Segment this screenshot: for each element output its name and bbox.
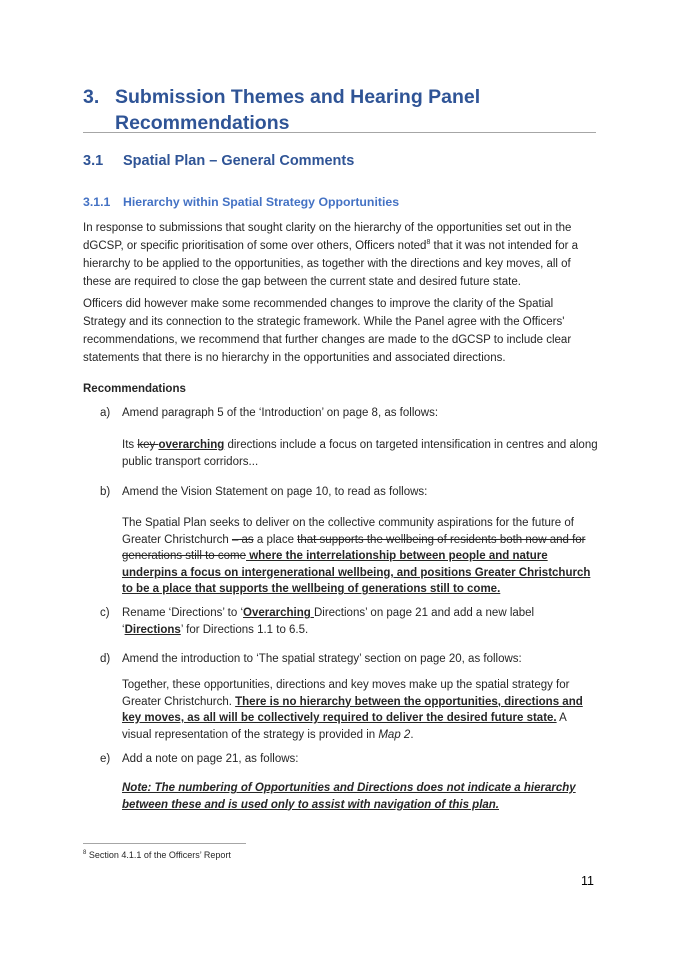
amendment-text-a: Its key overarching directions include a focus on targeted intensification in centres and along public transport corridors... xyxy=(122,439,598,468)
inserted-text: Overarching xyxy=(243,607,314,619)
page-number: 11 xyxy=(581,874,594,888)
deleted-text: key xyxy=(137,439,159,451)
item-label: a) xyxy=(100,407,111,419)
item-label: b) xyxy=(100,486,111,498)
item-text: Amend paragraph 5 of the ‘Introduction’ on page 8, as follows: xyxy=(122,407,439,419)
inserted-text: where the interrelationship between people and nature underpins a focus on intergenerational wellbeing, and positions Greater Christchurch to be a place that supports the wellbeing of generations still to come. xyxy=(122,550,591,595)
paragraph-2: Officers did however make some recommended changes to improve the clarity of the Spatial Strategy and its connection to the strategic framework. While the Panel agree with the Officers' recommendations, we recommend that further changes are made to the dGCSP to include clear statements that there is no hierarchy in the opportunities and associated directions. xyxy=(83,298,572,364)
recommendation-item-b xyxy=(100,484,598,501)
amendment-text-d: Together, these opportunities, directions and key moves make up the spatial strategy for Greater Christchurch. There is no hierarchy between the opportunities, directions and key moves, as all will be collectively required to deliver the desired future state. A visual representation of the strategy is provided in Map 2. xyxy=(122,679,583,741)
footnote-ref[interactable]: 8 xyxy=(426,239,431,247)
item-text: Amend the introduction to ‘The spatial strategy’ section on page 20, as follows: xyxy=(122,653,522,665)
deleted-text: – as xyxy=(231,533,254,546)
subsection-number: 3.1 xyxy=(83,153,104,169)
footnote: $^8$ Section 4.1.1 of the Officers’ Report xyxy=(83,850,231,860)
heading-divider xyxy=(83,132,596,133)
recommendation-item-a xyxy=(100,405,598,422)
recommendation-item-c xyxy=(100,605,598,639)
inserted-note: Note: The numbering of Opportunities and Directions does not indicate a hierarchy between these and is used only to assist with navigation of this plan. xyxy=(122,782,576,811)
recommendation-item-e xyxy=(100,751,598,768)
subsubsection-heading xyxy=(83,195,399,209)
recommendation-item-d xyxy=(100,651,598,668)
item-label: c) xyxy=(100,607,110,619)
inserted-text: Directions xyxy=(124,624,181,636)
subsection-title: Spatial Plan – General Comments xyxy=(123,153,355,169)
subsubsection-number: 3.1.1 xyxy=(83,195,111,209)
item-label: e) xyxy=(100,753,111,765)
paragraph-1: In response to submissions that sought clarity on the hierarchy of the opportunities set out in the dGCSP, or specific prioritisation of some over others, Officers noted$^8$ that it was not intended for a hierarchy to be applied to the opportunities, as together with the directions and key moves, all of these are required to close the gap between the current state and desired future state. xyxy=(83,222,579,288)
section-title: Submission Themes and Hearing Panel Recommendations xyxy=(115,86,481,134)
section-number: 3. xyxy=(83,86,100,108)
item-label: d) xyxy=(100,653,111,665)
footnote-divider xyxy=(83,843,246,844)
item-text: Add a note on page 21, as follows: xyxy=(122,753,299,765)
inserted-text: There is no hierarchy between the opportunities, directions and key moves, as all will be collectively required to deliver the desired future state. xyxy=(122,695,583,724)
item-text: Amend the Vision Statement on page 10, to read as follows: xyxy=(122,486,428,498)
subsubsection-title: Hierarchy within Spatial Strategy Opportunities xyxy=(123,195,400,209)
subsection-heading xyxy=(83,153,354,169)
item-text: Rename ‘Directions’ to ‘Overarching Directions’ on page 21 and add a new label ‘Directions’ for Directions 1.1 to 6.5. xyxy=(122,607,535,636)
amendment-text-b: The Spatial Plan seeks to deliver on the collective community aspirations for the future of Greater Christchurch – as a place that supports the wellbeing of residents both now and for generations still to come where the interrelationship between people and nature underpins a focus on intergenerational wellbeing, and positions Greater Christchurch to be a place that supports the wellbeing of generations still to come. xyxy=(122,517,591,595)
deleted-text: that supports the wellbeing of residents both now and for generations still to come xyxy=(122,533,586,562)
amendment-text-e xyxy=(122,780,598,813)
section-heading xyxy=(83,84,593,136)
recommendations-heading: Recommendations xyxy=(83,383,186,395)
inserted-text: overarching xyxy=(158,439,225,451)
